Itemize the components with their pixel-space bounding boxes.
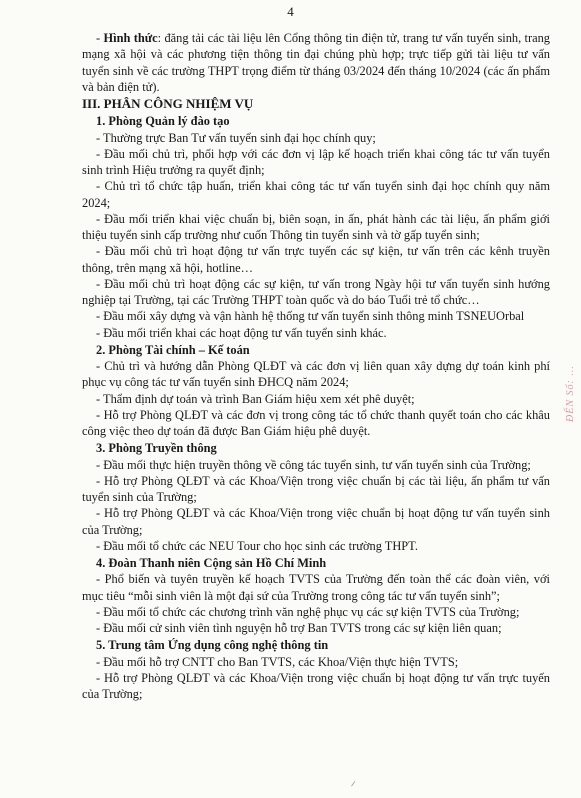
task-item: - Đầu mối tổ chức các chương trình văn nghệ phục vụ các sự kiện TVTS của Trường; (96, 604, 520, 619)
task-item: - Hỗ trợ Phòng QLĐT và các Khoa/Viện trong việc chuẩn bị các tài liệu, ấn phẩm tư vấn tuyển sinh của Trường; (82, 473, 550, 504)
page-number: 4 (287, 4, 294, 19)
intro-label: Hình thức (103, 31, 158, 45)
task-item: - Đầu mối thực hiện truyền thông về công tác tuyển sinh, tư vấn tuyển sinh của Trường; (96, 457, 531, 472)
task-item: - Hỗ trợ Phòng QLĐT và các đơn vị trong công tác tổ chức thanh quyết toán cho các khâu công việc theo dự toán đã được Ban Giám hiệu phê duyệt. (82, 407, 550, 438)
task-item: - Phổ biến và tuyên truyền kế hoạch TVTS của Trường đến toàn thể các đoàn viên, với mục tiêu “mỗi sinh viên là một đại sứ của Trường trong công tác tư vấn tuyển sinh”; (82, 572, 550, 603)
task-item: - Đầu mối xây dựng và vận hành hệ thống tư vấn tuyển sinh thông minh TSNEUOrbal (96, 309, 525, 324)
task-item: - Chủ trì và hướng dẫn Phòng QLĐT và các đơn vị liên quan xây dựng dự toán kinh phí phục vụ công tác tư vấn tuyển sinh ĐHCQ năm 2024; (82, 359, 550, 390)
unit-title: 1. Phòng Quản lý đào tạo (96, 114, 230, 129)
task-item: - Hỗ trợ Phòng QLĐT và các Khoa/Viện trong việc chuẩn bị hoạt động tư vấn tuyển sinh của Trường; (82, 506, 550, 537)
pen-mark (351, 781, 362, 791)
task-item: - Đầu mối tổ chức các NEU Tour cho học sinh các trường THPT. (96, 538, 418, 553)
section-title: III. PHÂN CÔNG NHIỆM VỤ (82, 96, 254, 111)
unit-list (82, 113, 550, 702)
unit-title: 5. Trung tâm Ứng dụng công nghệ thông tin (96, 638, 329, 653)
task-item: - Đầu mối cử sinh viên tình nguyện hỗ trợ Ban TVTS trong các sự kiện liên quan; (96, 621, 502, 635)
unit-title: 4. Đoàn Thanh niên Cộng sản Hồ Chí Minh (96, 556, 327, 570)
document-body (82, 30, 550, 702)
task-item: - Đầu mối chủ trì, phối hợp với các đơn vị lập kế hoạch triển khai công tác tư vấn tuyển sinh trình Hiệu trưởng ra quyết định; (82, 146, 550, 177)
task-item: - Đầu mối chủ trì hoạt động các sự kiện, tư vấn trong Ngày hội tư vấn tuyển sinh hướng nghiệp tại Trường, tại các Trường THPT toàn quốc và do báo Tuổi trẻ tổ chức… (82, 276, 550, 307)
unit-title: 3. Phòng Truyền thông (96, 441, 217, 456)
task-item: - Đầu mối chủ trì hoạt động tư vấn trực tuyến các sự kiện, tư vấn trên các kênh truyền thông, trên mạng xã hội, hotline… (82, 244, 550, 275)
intro-paragraph: - Hình thức: đăng tải các tài liệu lên Cổng thông tin điện tử, trang tư vấn tuyển sinh, trang mạng xã hội và các phương tiện thông tin đại chúng phù hợp; trực tiếp gửi tài liệu tư vấn tuyển sinh về các trường THPT trọng điểm từ tháng 03/2024 đến tháng 10/2024 (các ấn phẩm và bản điện tử). (82, 31, 550, 94)
task-item: - Chủ trì tổ chức tập huấn, triển khai công tác tư vấn tuyển sinh đại học chính quy năm 2024; (82, 179, 550, 210)
task-item: - Đầu mối triển khai việc chuẩn bị, biên soạn, in ấn, phát hành các tài liệu, ấn phẩm giới thiệu tuyển sinh cấp trường như cuốn Thông tin tuyển sinh và tờ gấp tuyển sinh; (82, 211, 550, 242)
task-item: - Thường trực Ban Tư vấn tuyển sinh đại học chính quy; (96, 130, 376, 145)
task-item: - Đầu mối hỗ trợ CNTT cho Ban TVTS, các Khoa/Viện thực hiện TVTS; (96, 654, 459, 669)
margin-stamp: ĐẾN Số: ... (565, 365, 576, 422)
unit-title: 2. Phòng Tài chính – Kế toán (96, 342, 250, 357)
intro-text: : đăng tải các tài liệu lên Cổng thông tin điện tử, trang tư vấn tuyển sinh, trang mạng xã hội và các phương tiện thông tin đại chúng phù hợp; trực tiếp gửi tài liệu tư vấn tuyển sinh về các trường THPT trọng điểm từ tháng 03/2024 đến tháng 10/2024 (các ấn phẩm và bản điện tử). (82, 31, 550, 94)
task-item: - Thẩm định dự toán và trình Ban Giám hiệu xem xét phê duyệt; (96, 391, 415, 406)
task-item: - Đầu mối triển khai các hoạt động tư vấn tuyển sinh khác. (96, 325, 387, 340)
task-item: - Hỗ trợ Phòng QLĐT và các Khoa/Viện trong việc chuẩn bị hoạt động tư vấn trực tuyến của Trường; (82, 670, 550, 701)
